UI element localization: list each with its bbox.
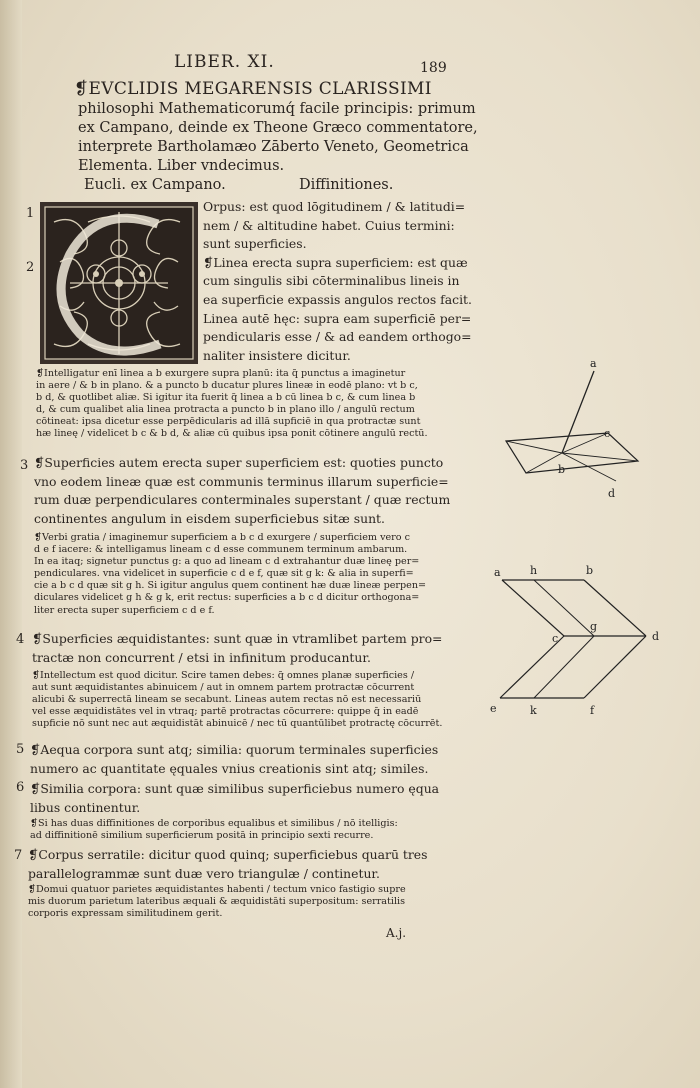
figure-perpendicular-planes <box>486 562 666 722</box>
edge-fd <box>584 636 646 698</box>
text-line: pendicularis esse / & ad eandem orthogo= <box>203 329 472 345</box>
text-line: naliter insistere dicitur. <box>203 347 351 363</box>
margin-number: 3 <box>20 458 29 473</box>
text-line: In ea itaq; signetur punctus g: a quo ad lineam c d extrahantur duæ lineę per= <box>34 556 420 568</box>
title-block <box>74 78 478 195</box>
text-line: diculares videlicet g h & g k, erit rectus: superficies a b c d dicitur orthogona= <box>34 592 420 604</box>
text-line: aut sunt æquidistantes abinuicem / aut in omnem partem protractæ cōcurrent <box>32 682 415 694</box>
text-line: in aere / & b in plano. & a puncto b ducatur plures lineæ in eodē plano: vt b c, <box>36 380 418 392</box>
text-line: ❡Corpus serratile: dicitur quod quinq; superficiebus quarū tres <box>28 847 428 862</box>
text-line: Linea autē hęc: supra eam superficiē per= <box>203 310 472 326</box>
text-line: ❡Si has duas diffinitiones de corporibus equalibus et similibus / nō itelligis: <box>30 818 398 829</box>
text-line: ❡Domui quatuor parietes æquidistantes habenti / tectum vnico fastigio supre <box>28 884 406 895</box>
text-line: ❡Intelligatur enī linea a b exurgere supra planū: ita q̃ punctus a imaginetur <box>36 368 406 379</box>
margin-number: 1 <box>26 206 35 221</box>
plane-outline <box>506 433 638 473</box>
text-line: corporis expressam similitudinem gerit. <box>28 908 223 920</box>
figure-perpendicular-line <box>498 355 648 505</box>
line-gk <box>534 636 594 698</box>
label-d: d <box>652 630 660 643</box>
text-line: nem / & altitudine habet. Cuius termini: <box>203 217 455 233</box>
margin-number: 4 <box>16 632 25 647</box>
text-line: rum duæ perpendiculares conterminales superstant / quæ rectum <box>34 492 451 508</box>
text-line: parallelogrammæ sunt duæ vero triangulæ / continetur. <box>28 865 380 881</box>
text-line: numero ac quantitate ęquales vnius creationis sint atq; similes. <box>30 760 429 776</box>
line-bd <box>562 453 616 481</box>
label-k: k <box>530 704 537 717</box>
text-line: ❡Similia corpora: sunt quæ similibus superficiebus numero ęqua <box>30 781 440 796</box>
text-line: ❡Intellectum est quod dicitur. Scire tamen debes: q̃ omnes planæ superficies / <box>32 670 415 681</box>
text-line: cōtineat: ipsa dicetur esse perpēdicularis ad illā supficiē in qua protractæ sunt <box>36 416 421 428</box>
margin-number: 5 <box>16 742 25 757</box>
commentary-2 <box>34 532 474 617</box>
line-b-left <box>506 441 562 453</box>
text-line: cie a b c d quæ sit g h. Si igitur angulus quem continent hæ duæ lineæ perpen= <box>34 580 427 592</box>
margin-number: 7 <box>14 848 23 863</box>
text-line: libus continentur. <box>30 799 141 815</box>
text-line: supficie nō sunt nec aut æquidistāt abinuicē / nec tū quantūlibet protractę cōcurrēt. <box>32 718 443 730</box>
label-a: a <box>590 357 597 370</box>
text-line: vno eodem lineæ quæ est communis terminus illarum superficie= <box>34 473 449 489</box>
subheading <box>74 176 474 195</box>
text-line: tractæ non concurrent / etsi in infinitum producantur. <box>32 649 371 665</box>
text-line: d e f iacere: & intelligamus lineam c d esse communem terminum ambarum. <box>34 544 408 556</box>
signature-mark: A.j. <box>386 926 407 940</box>
text-line: pendiculares. vna videlicet in superficie c d e f, quæ sit g k: & alia in superfi= <box>34 568 414 580</box>
line-b-right <box>562 453 638 461</box>
margin-number: 6 <box>16 780 25 795</box>
title-line: interprete Bartholamæo Zāberto Veneto, Geometrica <box>78 139 469 155</box>
text-line: ❡Verbi gratia / imaginemur superficiem a b c d exurgere / superficiem vero c <box>34 532 410 543</box>
line-hg <box>534 580 594 636</box>
text-line: ❡Linea erecta supra superficiem: est quæ <box>203 254 468 270</box>
definitions-1-2 <box>203 198 483 365</box>
label-h: h <box>530 564 538 577</box>
commentary-1 <box>36 368 476 441</box>
text-line: liter erecta super superficiem c d e f. <box>34 604 215 616</box>
title-line: philosophi Mathematicorumq́ facile principis: primum <box>78 101 476 117</box>
commentary-3 <box>32 670 472 730</box>
text-line: sunt superficies. <box>203 236 307 252</box>
title-line: ❡EVCLIDIS MEGARENSIS CLARISSIMI <box>74 79 432 99</box>
subheading-left: Eucli. ex Campano. <box>84 177 226 193</box>
ornamental-initial-c-icon <box>40 202 198 364</box>
edge-ce <box>500 636 564 698</box>
commentary-5 <box>28 884 468 920</box>
text-line: ea superficie expassis angulos rectos facit. <box>203 291 472 307</box>
label-a: a <box>494 566 501 579</box>
commentary-4 <box>30 818 470 842</box>
text-line: ❡Aequa corpora sunt atq; similia: quorum terminales superficies <box>30 742 439 757</box>
text-line: d, & cum qualibet alia linea protracta a puncto b in plano illo / angulū rectum <box>36 404 415 416</box>
running-head: LIBER. XI. <box>174 52 275 72</box>
definition-4 <box>32 630 474 667</box>
subheading-right: Diffinitiones. <box>299 177 394 193</box>
edge-ac <box>502 580 564 636</box>
definition-6 <box>30 780 472 817</box>
margin-number: 2 <box>26 260 35 275</box>
text-line: Orpus: est quod lōgitudinem / & latitudi= <box>203 199 466 214</box>
text-line: ❡Superficies autem erecta super superficiem est: quoties puncto <box>34 455 444 470</box>
text-line: ad diffinitionē similium superficierum positā in principio sexti recurre. <box>30 830 374 842</box>
text-line: alicubi & superrectā lineam se secabunt. Lineas autem rectas nō est necessariū <box>32 694 422 706</box>
label-d: d <box>608 487 616 500</box>
text-line: cum singulis sibi cōterminalibus lineis in <box>203 273 460 289</box>
label-c: c <box>552 632 559 645</box>
text-line: hæ lineę / videlicet b c & b d, & aliæ cū quibus ipsa ponit cōtinere angulū rectū. <box>36 428 428 440</box>
text-line: mis duorum parietum lateribus æquali & æquidistāti superpositum: serratilis <box>28 896 406 908</box>
page-gutter <box>0 0 25 1088</box>
label-g: g <box>590 620 598 633</box>
text-line: ❡Superficies æquidistantes: sunt quæ in vtramlibet partem pro= <box>32 631 443 646</box>
label-b: b <box>586 564 594 577</box>
label-c: c <box>604 427 611 440</box>
definition-3 <box>34 454 476 528</box>
text-line: b d, & quotlibet aliæ. Si igitur ita fuerit q̃ linea a b cū linea b c, & cum linea b <box>36 392 416 404</box>
title-line: ex Campano, deinde ex Theone Græco commentatore, <box>78 120 478 136</box>
label-e: e <box>490 702 497 715</box>
page-number: 189 <box>420 60 447 76</box>
definition-5 <box>30 741 472 778</box>
decorated-initial <box>40 202 198 364</box>
title-line: Elementa. Liber vndecimus. <box>78 158 285 174</box>
text-line: vel esse æquidistātes vel in vtraq; partē protractas cōcurrere: quippe q̄ in eadē <box>32 706 419 718</box>
text-line: continentes angulum in eisdem superficiebus sitæ sunt. <box>34 510 385 526</box>
definition-7 <box>28 846 470 883</box>
label-f: f <box>590 704 595 717</box>
label-b: b <box>558 463 566 476</box>
